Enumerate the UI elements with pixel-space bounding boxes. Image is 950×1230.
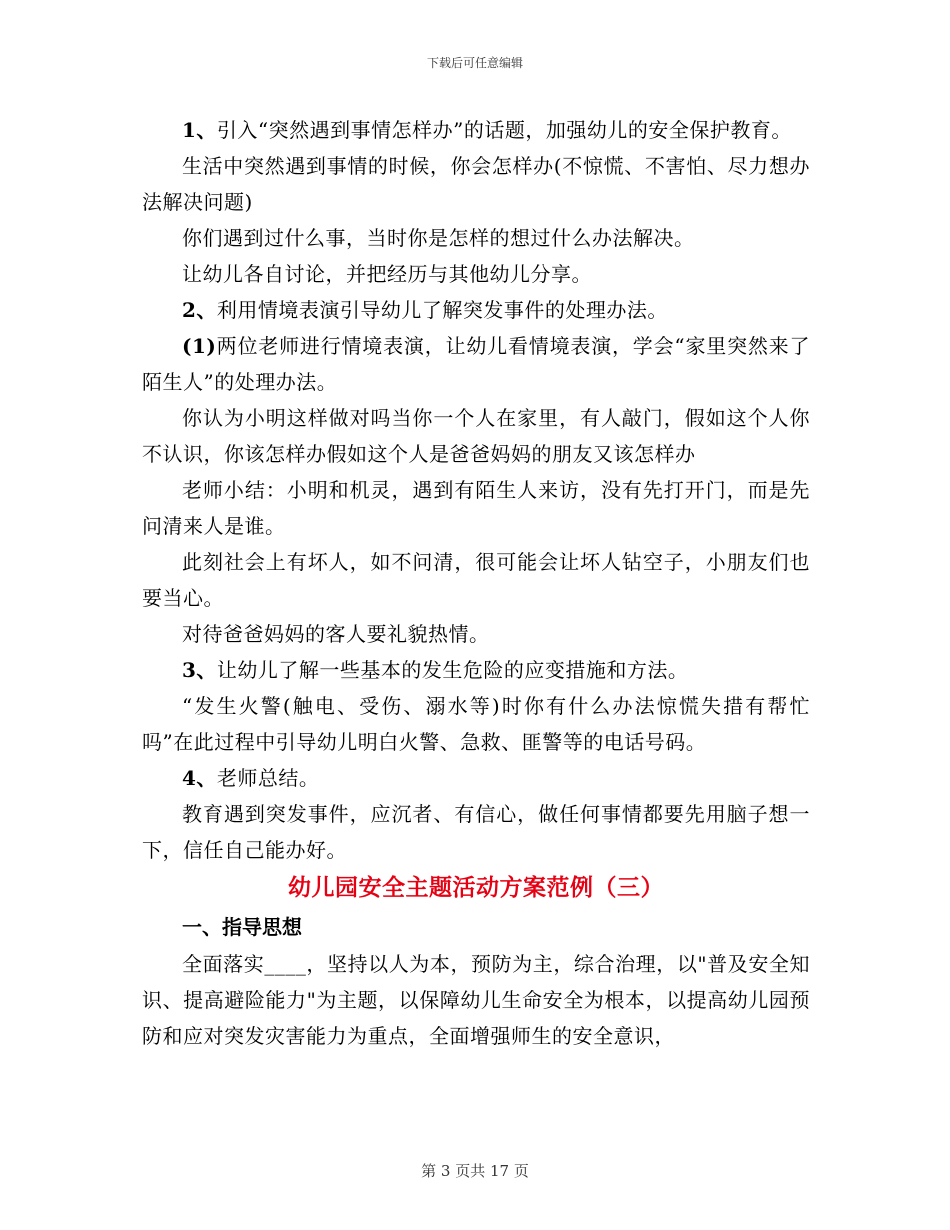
item-number: 3、 [182,658,217,682]
paragraph-9: 此刻社会上有坏人，如不问清，很可能会让坏人钻空子，小朋友们也要当心。 [142,550,810,610]
item-number: (1) [182,334,217,358]
item-number: 1、 [182,118,217,142]
item-number: 4、 [182,766,217,790]
paragraph-13 [142,760,810,796]
paragraph-text: 老师总结。 [216,766,320,790]
page-header: 下载后可任意编辑 [426,56,523,70]
paragraph-3: 你们遇到过什么事，当时你是怎样的想过什么办法解决。 [182,226,695,250]
paragraph-1 [142,112,810,148]
section-title: 幼儿园安全主题活动方案范例（三） [288,874,664,901]
page-footer: 第 3 页共 17 页 [421,1162,529,1180]
item-number: 2、 [182,298,217,322]
paragraph-15: 全面落实____，坚持以人为本，预防为主，综合治理，以"普及安全知识、提高避险能力"为主题，以保障幼儿生命安全为根本，以提高幼儿园预防和应对突发灾害能力为重点，全面增强师生的安全意识， [142,952,810,1048]
paragraph-8: 老师小结：小明和机灵，遇到有陌生人来访，没有先打开门，而是先问清来人是谁。 [142,478,810,538]
paragraph-2: 生活中突然遇到事情的时候，你会怎样办(不惊慌、不害怕、尽力想办法解决问题) [142,154,810,214]
document-body [142,112,810,1054]
paragraph-6 [142,328,810,400]
paragraph-7: 你认为小明这样做对吗当你一个人在家里，有人敲门，假如这个人你不认识，你该怎样办假如这个人是爸爸妈妈的朋友又该怎样办 [142,406,810,466]
section-heading: 一、指导思想 [182,915,302,939]
paragraph-5 [142,292,810,328]
paragraph-text: 两位老师进行情境表演，让幼儿看情境表演，学会“家里突然来了陌生人”的处理办法。 [142,334,810,394]
paragraph-text: 利用情境表演引导幼儿了解突发事件的处理办法。 [216,298,668,322]
paragraph-text: 引入“突然遇到事情怎样办”的话题，加强幼儿的安全保护教育。 [216,118,792,142]
paragraph-4: 让幼儿各自讨论，并把经历与其他幼儿分享。 [182,262,592,286]
paragraph-10: 对待爸爸妈妈的客人要礼貌热情。 [182,622,490,646]
paragraph-14: 教育遇到突发事件，应沉者、有信心，做任何事情都要先用脑子想一下，信任自己能办好。 [142,802,810,862]
paragraph-text: 让幼儿了解一些基本的发生危险的应变措施和方法。 [216,658,689,682]
paragraph-11 [142,652,810,688]
paragraph-12: “发生火警(触电、受伤、溺水等)时你有什么办法惊慌失措有帮忙吗”在此过程中引导幼儿明白火警、急救、匪警等的电话号码。 [142,694,810,754]
